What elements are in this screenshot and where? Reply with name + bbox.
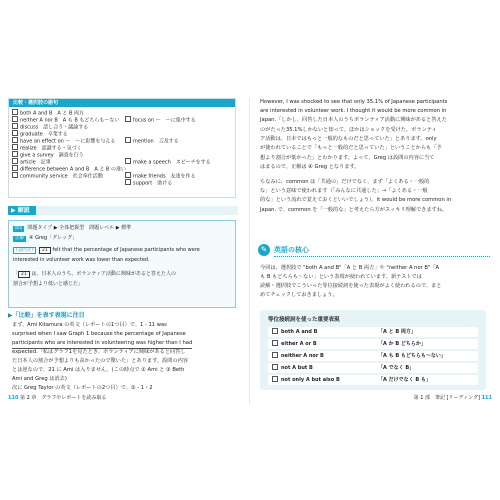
vocabulary-list bbox=[9, 107, 235, 187]
checkbox-icon bbox=[125, 172, 131, 178]
page-number: 111 bbox=[481, 395, 492, 401]
expression-table bbox=[260, 310, 486, 390]
book-spread bbox=[8, 98, 492, 404]
vocab-item: give a survey 調査を行う bbox=[12, 151, 84, 160]
page-gutter bbox=[249, 98, 250, 404]
body-line: はまるので、正解は ④ Greg となります。 bbox=[260, 164, 360, 170]
table-row bbox=[268, 363, 478, 373]
vocab-item: mention 言及する bbox=[125, 137, 179, 146]
table-cell-english: neither A nor B bbox=[272, 351, 324, 361]
question-text: interested in volunteer work was lower than expected. bbox=[13, 257, 150, 263]
question-box bbox=[8, 220, 236, 308]
body-line: のがたった35.1%しかないと知って、ほかはショックを受けた。ボランティ bbox=[260, 127, 437, 133]
part-title: 第 1 部 筆記 [リーディング] bbox=[413, 395, 480, 401]
checkbox-icon bbox=[272, 328, 278, 334]
vocab-item: both A and B A と B 両方 bbox=[12, 109, 84, 118]
table-cell-english: not only A but also B bbox=[272, 375, 340, 385]
note-line: めてチェックしておきましょう。 bbox=[260, 292, 338, 298]
checkbox-icon bbox=[12, 130, 18, 136]
table-cell-japanese: 「A でなく B」 bbox=[378, 365, 415, 371]
body-line: 的な」という流れで覚えておくといいでしょう）。it would be more common in bbox=[260, 197, 452, 203]
body-line: Japan. で、common を「一般的な」と考えたら方がスッキリ理解できますね。 bbox=[260, 207, 448, 213]
vocab-item: make a speech スピーチをする bbox=[125, 158, 211, 167]
body-line: た日本人の割合が予想よりも高かったので驚いた」とあります。設問の内容 bbox=[12, 358, 188, 364]
vocab-item: article 記事 bbox=[12, 158, 51, 167]
question-translation: 割合が予想より低いと感じた」 bbox=[13, 281, 84, 287]
table-cell-english: not A but B bbox=[272, 363, 313, 373]
body-line: surprised when I saw Graph 1 because the percentage of Japanese bbox=[12, 331, 186, 337]
vocab-item: graduate 卒業する bbox=[12, 130, 68, 139]
body-line: expected.「私はグラフ1を見たとき、ボランティアに興味があると回答し bbox=[12, 349, 186, 355]
checkbox-icon bbox=[12, 137, 18, 143]
note-line: 読解・選択肢でこういった等位接続詞を使った表現がよく使われるので、まと bbox=[260, 283, 442, 289]
note-divider bbox=[274, 256, 490, 257]
checkbox-icon bbox=[12, 165, 18, 171]
checkbox-icon bbox=[12, 158, 18, 164]
checkbox-icon bbox=[272, 376, 278, 382]
table-row bbox=[268, 327, 478, 337]
page-number: 110 bbox=[8, 395, 19, 401]
body-subhead: ▶「比較」を表す表現に注目 bbox=[8, 312, 85, 319]
body-line: ア活動は、日本ではもっと一般的なものだと思っていた」とあります。only bbox=[260, 136, 437, 142]
table-row bbox=[268, 339, 478, 349]
checkbox-icon bbox=[12, 151, 18, 157]
page-footer-right bbox=[414, 394, 492, 402]
table-cell-japanese: 「A だけでなく B も」 bbox=[378, 377, 431, 383]
body-line: ちなみに、common は「共通の」だけでなく、まず「よくある・一般的 bbox=[260, 179, 430, 185]
note-line: も B もどちらも〜ない」という表現が使われています。新テストでは bbox=[260, 274, 422, 280]
note-title: 英語の核心 bbox=[274, 246, 309, 254]
checkbox-icon bbox=[272, 364, 278, 370]
vocab-item: neither A nor B A も B もどちらも〜ない bbox=[12, 116, 119, 125]
checkbox-icon bbox=[12, 172, 18, 178]
left-page bbox=[8, 98, 244, 404]
checkbox-icon bbox=[12, 116, 18, 122]
checkbox-icon bbox=[12, 109, 18, 115]
vocab-item: have an effect on ～ ～に影響を与える bbox=[12, 137, 115, 146]
body-line: が使われていることで「もっと一般的だと思っていた」ということからも「予 bbox=[260, 145, 442, 151]
table-cell-japanese: 「A と B 両方」 bbox=[378, 329, 416, 335]
table-title: 等位接続詞を使った重要表現 bbox=[268, 317, 340, 323]
vocabulary-box bbox=[8, 98, 236, 198]
right-page bbox=[256, 98, 492, 404]
body-line: However, I was shocked to see that only 35.1% of Japanese participants bbox=[260, 99, 448, 105]
table-cell-english: both A and B bbox=[272, 327, 317, 337]
checkbox-icon bbox=[12, 144, 18, 150]
note-line: 今回は、選択肢で "both A and B"「A と B 両方」や "neither A nor B"「A bbox=[260, 265, 440, 271]
checkbox-icon bbox=[125, 116, 131, 122]
vocab-item: focus on ～ ～に集中する bbox=[125, 116, 196, 125]
table-cell-english: either A or B bbox=[272, 339, 317, 349]
body-line: とは逆なので、21 に Ami は入りません。(この時点で ① Ami と ③ Beth bbox=[12, 367, 185, 373]
vocab-item: realize 認識する・気づく bbox=[12, 144, 82, 153]
question-text: (設問文) 21 felt that the percentage of Japanese participants who were bbox=[13, 247, 200, 254]
vocab-item: make friends 友達を作る bbox=[125, 172, 196, 181]
vocab-item: community service 社会奉仕活動 bbox=[12, 172, 103, 181]
table-cell-japanese: 「A か B どちらか」 bbox=[378, 341, 426, 347]
body-line: 想より割合が低かった」とわかります。よって、Greg は設問の内容に当て bbox=[260, 155, 435, 161]
body-line: 次に Greg Taylor の英文（レポートの2つ目）で、② - 1・2 bbox=[12, 385, 153, 391]
checkbox-icon bbox=[272, 352, 278, 358]
table-row bbox=[268, 375, 478, 385]
vocab-item: difference between A and B A と B の違い bbox=[12, 165, 126, 174]
checkbox-icon bbox=[12, 123, 18, 129]
body-line: まず、Ami Kitamura の英文（レポートの1つ目）で、1 - 11 was bbox=[12, 322, 167, 328]
body-line: participants who are interested in volunteering was higher than I had bbox=[12, 339, 192, 349]
table-cell-japanese: 「A も B もどちらも〜ない」 bbox=[378, 353, 446, 359]
body-line: Japan.「しかし、回答した日本人のうちボランティア活動に興味があると答えた bbox=[260, 117, 447, 123]
question-meta: 問1 問題タイプ ▶ 全体把握型 問題レベル ▶ 標準 bbox=[15, 225, 132, 231]
vocab-item: discuss 話し合う・議論する bbox=[12, 123, 88, 132]
note-header bbox=[256, 244, 492, 258]
checkbox-icon bbox=[125, 137, 131, 143]
explanation-label: ▶ 解説 bbox=[8, 206, 36, 215]
body-line: Ami and Greg は消去) bbox=[12, 376, 67, 382]
checkbox-icon bbox=[125, 179, 131, 185]
explanation-bar bbox=[8, 206, 238, 215]
page-footer-left bbox=[8, 394, 106, 402]
checkbox-icon bbox=[125, 158, 131, 164]
vocab-item: support 助ける bbox=[125, 179, 172, 188]
checkbox-icon bbox=[272, 340, 278, 346]
body-line: are interested in volunteer work. I thought it would be more common in bbox=[260, 108, 447, 114]
question-translation: 「 21 は、日本人のうち、ボランティア活動に興味があると答えた人の bbox=[13, 271, 176, 277]
chapter-title: 第 2 章 グラフやレポートを読み取る bbox=[20, 395, 107, 401]
answer-line: 正解 ④ Greg「グレッグ」 bbox=[15, 235, 78, 241]
body-line: な」という意味で使われます（「みんなに共通した」→「よくある・一般 bbox=[260, 188, 428, 194]
vocabulary-title: 比較・選択肢の語句 bbox=[9, 99, 235, 107]
lightbulb-icon: ✎ bbox=[258, 244, 270, 256]
explanation-header bbox=[8, 206, 238, 215]
table-row bbox=[268, 351, 478, 361]
